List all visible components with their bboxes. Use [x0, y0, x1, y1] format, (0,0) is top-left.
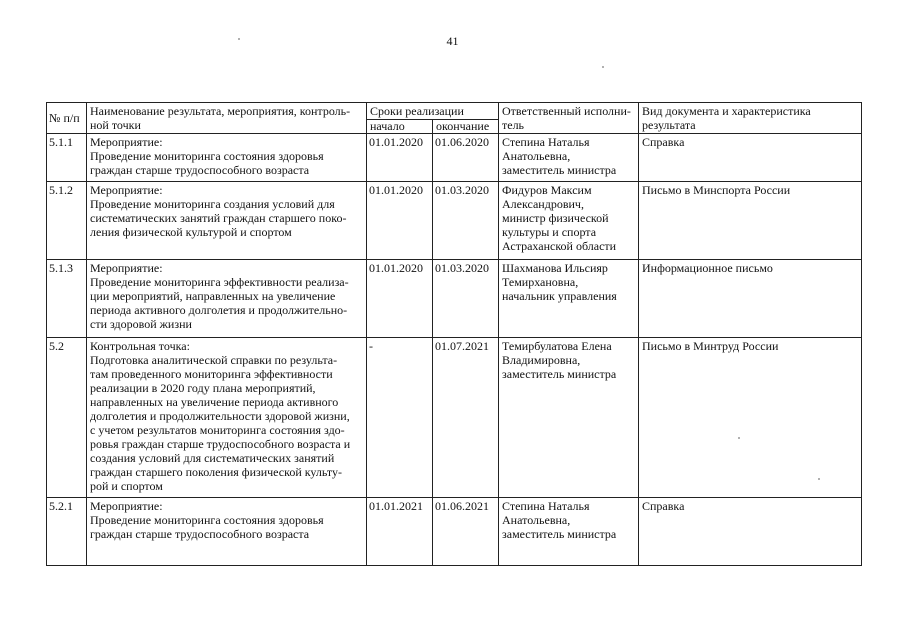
row-start: 01.01.2020	[367, 134, 433, 182]
row-responsible	[499, 338, 639, 498]
row-doc: Письмо в Минспорта России	[639, 182, 862, 260]
row-doc: Письмо в Минтруд России	[639, 338, 862, 498]
row-name-line: систематических занятий граждан старшего поко-	[90, 211, 347, 225]
row-responsible-line: Анатольевна,	[502, 513, 571, 527]
row-name-line: Проведение мониторинга состояния здоровья	[90, 513, 324, 527]
row-responsible	[499, 134, 639, 182]
header-num: № п/п	[47, 103, 87, 134]
header-doc-type-line: результата	[642, 118, 696, 132]
row-responsible-line: Степина Наталья	[502, 135, 590, 149]
row-num: 5.1.1	[47, 134, 87, 182]
row-name-line: Мероприятие:	[90, 135, 163, 149]
row-name-line: ции мероприятий, направленных на увеличение	[90, 289, 336, 303]
row-name-line: Контрольная точка:	[90, 339, 190, 353]
scan-speck	[738, 437, 740, 439]
row-num: 5.2.1	[47, 498, 87, 566]
row-end: 01.06.2020	[433, 134, 499, 182]
row-responsible	[499, 260, 639, 338]
table-row	[47, 338, 862, 498]
scan-speck	[238, 38, 240, 40]
row-responsible-line: Шахманова Ильсияр	[502, 261, 608, 275]
row-responsible-line: начальник управления	[502, 289, 617, 303]
row-responsible-line: Степина Наталья	[502, 499, 590, 513]
header-responsible-line: тель	[502, 118, 525, 132]
row-responsible-line: заместитель министра	[502, 527, 617, 541]
row-doc: Справка	[639, 498, 862, 566]
plan-table	[46, 102, 862, 566]
row-doc: Информационное письмо	[639, 260, 862, 338]
row-responsible	[499, 182, 639, 260]
row-start: -	[367, 338, 433, 498]
row-name-line: Мероприятие:	[90, 261, 163, 275]
row-name-line: граждан старше трудоспособного возраста	[90, 527, 310, 541]
row-name	[87, 338, 367, 498]
row-name	[87, 182, 367, 260]
row-end: 01.03.2020	[433, 260, 499, 338]
row-name	[87, 498, 367, 566]
row-name-line: рой и спортом	[90, 479, 163, 493]
header-end: окончание	[433, 120, 499, 134]
row-start: 01.01.2020	[367, 260, 433, 338]
row-num: 5.1.2	[47, 182, 87, 260]
row-name-line: реализации в 2020 году плана мероприятий,	[90, 381, 316, 395]
row-name-line: граждан старшего поколения физической культу-	[90, 465, 342, 479]
row-name-line: ления физической культурой и спортом	[90, 225, 292, 239]
header-terms: Сроки реализации	[367, 103, 499, 120]
header-start: начало	[367, 120, 433, 134]
row-responsible-line: культуры и спорта	[502, 225, 597, 239]
scan-speck	[602, 66, 604, 68]
header-name-line: Наименование результата, мероприятия, контроль-	[90, 104, 351, 118]
header-doc-type	[639, 103, 862, 134]
row-responsible	[499, 498, 639, 566]
row-name-line: Мероприятие:	[90, 499, 163, 513]
row-name-line: граждан старше трудоспособного возраста	[90, 163, 310, 177]
row-doc: Справка	[639, 134, 862, 182]
table-row	[47, 498, 862, 566]
row-num: 5.1.3	[47, 260, 87, 338]
row-name-line: Проведение мониторинга создания условий для	[90, 197, 335, 211]
header-responsible	[499, 103, 639, 134]
table-row	[47, 260, 862, 338]
row-name-line: долголетия и продолжительности здоровой жизни,	[90, 409, 350, 423]
row-responsible-line: Темирбулатова Елена	[502, 339, 612, 353]
row-name-line: ровья граждан старше трудоспособного возраста и	[90, 437, 351, 451]
row-name	[87, 260, 367, 338]
row-start: 01.01.2020	[367, 182, 433, 260]
row-name-line: Подготовка аналитической справки по результа-	[90, 353, 338, 367]
scan-speck	[818, 478, 820, 480]
row-responsible-line: Темирхановна,	[502, 275, 579, 289]
row-name-line: сти здоровой жизни	[90, 317, 192, 331]
row-responsible-line: Владимировна,	[502, 353, 581, 367]
header-responsible-line: Ответственный исполни-	[502, 104, 631, 118]
page-number: 41	[446, 34, 459, 48]
row-responsible-line: Александрович,	[502, 197, 584, 211]
row-num: 5.2	[47, 338, 87, 498]
row-name-line: с учетом результатов мониторинга состояния здо-	[90, 423, 345, 437]
row-name-line: периода активного долголетия и продолжительно-	[90, 303, 348, 317]
table-row	[47, 134, 862, 182]
table-row	[47, 182, 862, 260]
row-responsible-line: Астраханской области	[502, 239, 617, 253]
row-name	[87, 134, 367, 182]
row-name-line: Мероприятие:	[90, 183, 163, 197]
row-responsible-line: Фидуров Максим	[502, 183, 592, 197]
row-name-line: направленных на увеличение периода активного	[90, 395, 339, 409]
row-name-line: там проведенного мониторинга эффективности	[90, 367, 333, 381]
row-name-line: Проведение мониторинга эффективности реализа-	[90, 275, 349, 289]
row-responsible-line: Анатольевна,	[502, 149, 571, 163]
row-start: 01.01.2021	[367, 498, 433, 566]
row-responsible-line: министр физической	[502, 211, 609, 225]
header-row	[47, 103, 862, 120]
header-doc-type-line: Вид документа и характеристика	[642, 104, 811, 118]
row-responsible-line: заместитель министра	[502, 163, 617, 177]
header-name-line: ной точки	[90, 118, 141, 132]
row-name-line: создания условий для систематических занятий	[90, 451, 335, 465]
row-end: 01.07.2021	[433, 338, 499, 498]
header-name	[87, 103, 367, 134]
row-name-line: Проведение мониторинга состояния здоровья	[90, 149, 324, 163]
row-end: 01.03.2020	[433, 182, 499, 260]
row-end: 01.06.2021	[433, 498, 499, 566]
row-responsible-line: заместитель министра	[502, 367, 617, 381]
